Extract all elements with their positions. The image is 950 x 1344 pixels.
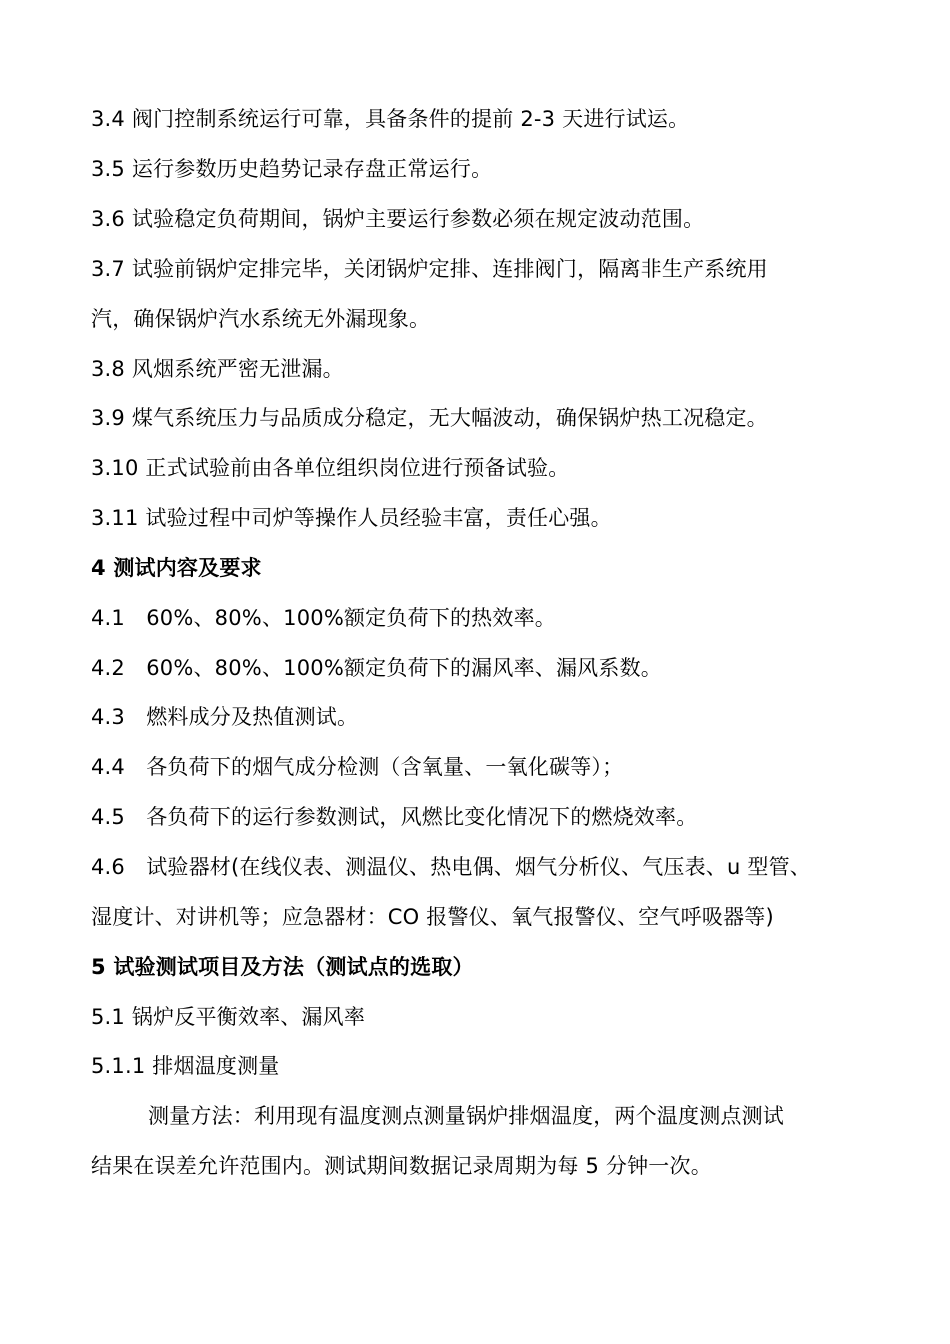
paragraph-4-2: 4.2 60%、80%、100%额定负荷下的漏风率、漏风系数。 xyxy=(91,656,662,680)
method-paragraph-line-2: 结果在误差允许范围内。测试期间数据记录周期为每 5 分钟一次。 xyxy=(91,1154,712,1178)
paragraph-3-10: 3.10 正式试验前由各单位组织岗位进行预备试验。 xyxy=(91,456,570,480)
subsection-heading-5-1: 5.1 锅炉反平衡效率、漏风率 xyxy=(91,1005,366,1029)
paragraph-3-5: 3.5 运行参数历史趋势记录存盘正常运行。 xyxy=(91,157,493,181)
paragraph-3-11: 3.11 试验过程中司炉等操作人员经验丰富，责任心强。 xyxy=(91,506,612,530)
paragraph-3-8: 3.8 风烟系统严密无泄漏。 xyxy=(91,357,344,381)
paragraph-3-7-line-1: 3.7 试验前锅炉定排完毕，关闭锅炉定排、连排阀门，隔离非生产系统用 xyxy=(91,257,768,281)
paragraph-4-4: 4.4 各负荷下的烟气成分检测（含氧量、一氧化碳等）； xyxy=(91,755,624,779)
paragraph-4-3: 4.3 燃料成分及热值测试。 xyxy=(91,705,359,729)
paragraph-3-7-line-2: 汽，确保锅炉汽水系统无外漏现象。 xyxy=(91,307,431,331)
paragraph-3-4: 3.4 阀门控制系统运行可靠，具备条件的提前 2-3 天进行试运。 xyxy=(91,107,690,131)
method-paragraph-line-1: 测量方法：利用现有温度测点测量锅炉排烟温度，两个温度测点测试 xyxy=(148,1104,784,1128)
paragraph-4-6-line-2: 湿度计、对讲机等；应急器材：CO 报警仪、氧气报警仪、空气呼吸器等) xyxy=(91,905,774,929)
paragraph-4-5: 4.5 各负荷下的运行参数测试，风燃比变化情况下的燃烧效率。 xyxy=(91,805,698,829)
paragraph-3-9: 3.9 煤气系统压力与品质成分稳定，无大幅波动，确保锅炉热工况稳定。 xyxy=(91,406,768,430)
section-heading-5: 5 试验测试项目及方法（测试点的选取） xyxy=(91,955,474,979)
paragraph-3-6: 3.6 试验稳定负荷期间，锅炉主要运行参数必须在规定波动范围。 xyxy=(91,207,705,231)
subsection-heading-5-1-1: 5.1.1 排烟温度测量 xyxy=(91,1054,280,1078)
paragraph-4-1: 4.1 60%、80%、100%额定负荷下的热效率。 xyxy=(91,606,556,630)
paragraph-4-6-line-1: 4.6 试验器材(在线仪表、测温仪、热电偶、烟气分析仪、气压表、u 型管、 xyxy=(91,855,811,879)
section-heading-4: 4 测试内容及要求 xyxy=(91,556,262,580)
